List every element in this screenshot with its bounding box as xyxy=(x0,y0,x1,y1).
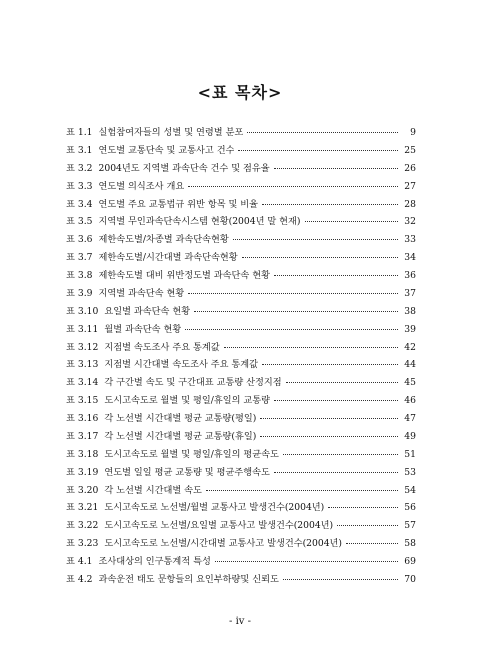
entry-label: 표 xyxy=(66,502,75,514)
table-of-tables-list xyxy=(66,124,416,589)
entry-number: 3.18 xyxy=(77,448,99,460)
dot-leader xyxy=(233,239,398,240)
entry-title: 연도별 일일 평균 교통량 및 평균주행속도 xyxy=(104,466,270,478)
entry-label: 표 xyxy=(66,252,75,264)
entry-page-number: 9 xyxy=(410,127,416,138)
toc-entry[interactable] xyxy=(66,392,416,410)
dot-leader xyxy=(238,150,398,151)
dot-leader xyxy=(224,347,398,348)
toc-entry[interactable] xyxy=(66,571,416,589)
toc-entry[interactable] xyxy=(66,267,416,285)
toc-entry[interactable] xyxy=(66,213,416,231)
dot-leader xyxy=(274,400,398,401)
toc-entry[interactable] xyxy=(66,446,416,464)
entry-title: 지점별 시간대별 속도조사 주요 통계값 xyxy=(104,359,259,371)
toc-entry[interactable] xyxy=(66,464,416,482)
entry-title: 연도별 교통단속 및 교통사고 건수 xyxy=(98,144,235,156)
entry-page-number: 27 xyxy=(404,180,416,192)
toc-entry[interactable] xyxy=(66,196,416,214)
entry-number: 3.3 xyxy=(77,180,93,192)
entry-label: 표 xyxy=(66,144,75,156)
entry-number: 3.20 xyxy=(77,484,99,496)
dot-leader xyxy=(215,561,398,562)
entry-page-number: 25 xyxy=(404,144,416,156)
toc-entry[interactable] xyxy=(66,303,416,321)
entry-label: 표 xyxy=(66,127,75,138)
dot-leader xyxy=(328,507,398,508)
entry-number: 3.16 xyxy=(77,413,99,424)
entry-page-number: 57 xyxy=(404,520,416,532)
dot-leader xyxy=(305,221,399,222)
entry-number: 3.9 xyxy=(77,287,93,299)
toc-entry[interactable] xyxy=(66,142,416,160)
entry-title: 제한속도별/차종별 과속단속현황 xyxy=(98,234,229,246)
page-title: <표 목차> xyxy=(197,83,283,102)
toc-entry[interactable] xyxy=(66,231,416,249)
entry-label: 표 xyxy=(66,448,75,460)
entry-title: 각 노선별 시간대별 평균 교통량(평일) xyxy=(104,413,257,424)
dot-leader xyxy=(286,382,398,383)
dot-leader xyxy=(185,329,398,330)
entry-title: 월별 과속단속 현황 xyxy=(104,323,182,335)
entry-title: 각 노선별 시간대별 평균 교통량(휴일) xyxy=(104,430,257,442)
entry-label: 표 xyxy=(66,180,75,192)
dot-leader xyxy=(274,168,398,169)
dot-leader xyxy=(274,275,398,276)
entry-page-number: 58 xyxy=(404,538,416,550)
entry-title: 제한속도별/시간대별 과속단속현황 xyxy=(98,252,238,264)
entry-title: 제한속도별 대비 위반정도별 과속단속 현황 xyxy=(98,270,270,281)
dot-leader xyxy=(337,525,398,526)
entry-label: 표 xyxy=(66,538,75,550)
entry-number: 3.19 xyxy=(77,466,99,478)
dot-leader xyxy=(247,132,398,133)
entry-title: 실험참여자들의 성별 및 연령별 분포 xyxy=(98,127,244,138)
entry-label: 표 xyxy=(66,573,75,585)
entry-page-number: 46 xyxy=(404,395,416,407)
entry-label: 표 xyxy=(66,377,75,389)
toc-entry[interactable] xyxy=(66,178,416,196)
entry-title: 도시고속도로 노선별/요일별 교통사고 발생건수(2004년) xyxy=(104,520,334,532)
entry-page-number: 38 xyxy=(404,305,416,317)
entry-title: 과속운전 태도 문항들의 요인부하량및 신뢰도 xyxy=(98,573,279,585)
toc-entry[interactable] xyxy=(66,517,416,535)
dot-leader xyxy=(262,204,398,205)
entry-page-number: 34 xyxy=(404,252,416,264)
entry-label: 표 xyxy=(66,395,75,407)
entry-number: 3.15 xyxy=(77,395,99,407)
toc-entry[interactable] xyxy=(66,535,416,553)
entry-title: 지점별 속도조사 주요 통계값 xyxy=(104,341,220,353)
dot-leader xyxy=(188,293,398,294)
entry-title: 도시고속도로 월별 및 평일/휴일의 교통량 xyxy=(104,395,271,407)
entry-number: 3.12 xyxy=(77,341,99,353)
entry-number: 3.14 xyxy=(77,377,99,389)
entry-number: 3.7 xyxy=(77,252,93,264)
entry-number: 3.8 xyxy=(77,270,93,281)
entry-page-number: 26 xyxy=(404,162,416,174)
entry-number: 3.17 xyxy=(77,430,99,442)
entry-label: 표 xyxy=(66,216,75,228)
entry-title: 지역별 과속단속 현황 xyxy=(98,287,185,299)
toc-entry[interactable] xyxy=(66,553,416,571)
entry-label: 표 xyxy=(66,341,75,353)
entry-page-number: 54 xyxy=(404,484,416,496)
entry-label: 표 xyxy=(66,413,75,424)
entry-page-number: 44 xyxy=(404,359,416,371)
entry-label: 표 xyxy=(66,466,75,478)
entry-number: 3.21 xyxy=(77,502,99,514)
entry-page-number: 49 xyxy=(404,430,416,442)
toc-entry[interactable] xyxy=(66,482,416,500)
entry-label: 표 xyxy=(66,287,75,299)
toc-entry[interactable] xyxy=(66,356,416,374)
entry-label: 표 xyxy=(66,484,75,496)
entry-number: 3.13 xyxy=(77,359,99,371)
toc-entry[interactable] xyxy=(66,321,416,339)
dot-leader xyxy=(262,364,398,365)
toc-entry[interactable] xyxy=(66,285,416,303)
entry-number: 1.1 xyxy=(77,127,93,138)
entry-number: 3.23 xyxy=(77,538,99,550)
entry-page-number: 69 xyxy=(404,556,416,567)
entry-page-number: 39 xyxy=(404,323,416,335)
entry-title: 2004년도 지역별 과속단속 건수 및 점유율 xyxy=(98,162,270,174)
dot-leader xyxy=(188,186,398,187)
entry-page-number: 28 xyxy=(404,198,416,210)
dot-leader xyxy=(260,418,398,419)
entry-title: 연도별 의식조사 개요 xyxy=(98,180,185,192)
dot-leader xyxy=(274,472,398,473)
entry-title: 지역별 무인과속단속시스템 현황(2004년 말 현재) xyxy=(98,216,301,228)
entry-page-number: 32 xyxy=(404,216,416,228)
entry-title: 조사대상의 인구통계적 특성 xyxy=(98,556,211,567)
entry-label: 표 xyxy=(66,556,75,567)
entry-page-number: 53 xyxy=(404,466,416,478)
entry-page-number: 42 xyxy=(404,341,416,353)
toc-entry[interactable] xyxy=(66,499,416,517)
entry-number: 4.2 xyxy=(77,573,93,585)
entry-number: 3.11 xyxy=(77,323,99,335)
toc-entry[interactable] xyxy=(66,160,416,178)
toc-entry[interactable] xyxy=(66,339,416,357)
entry-number: 3.6 xyxy=(77,234,93,246)
entry-page-number: 37 xyxy=(404,287,416,299)
entry-title: 도시고속도로 월별 및 평일/휴일의 평균속도 xyxy=(104,448,279,460)
dot-leader xyxy=(206,490,398,491)
entry-title: 연도별 주요 교통법규 위반 항목 및 비율 xyxy=(98,198,259,210)
toc-entry[interactable] xyxy=(66,249,416,267)
toc-entry[interactable] xyxy=(66,428,416,446)
dot-leader xyxy=(283,579,398,580)
toc-entry[interactable] xyxy=(66,124,416,142)
entry-title: 각 노선별 시간대별 속도 xyxy=(104,484,202,496)
entry-label: 표 xyxy=(66,270,75,281)
toc-entry[interactable] xyxy=(66,410,416,428)
entry-number: 3.22 xyxy=(77,520,99,532)
entry-number: 3.4 xyxy=(77,198,93,210)
dot-leader xyxy=(194,311,398,312)
page-footer-number: - iv - xyxy=(229,616,251,627)
entry-title: 각 구간별 속도 및 구간대표 교통량 산정지점 xyxy=(104,377,282,389)
entry-label: 표 xyxy=(66,323,75,335)
entry-number: 3.5 xyxy=(77,216,93,228)
dot-leader xyxy=(346,543,398,544)
dot-leader xyxy=(242,257,398,258)
entry-page-number: 56 xyxy=(404,502,416,514)
entry-label: 표 xyxy=(66,430,75,442)
entry-page-number: 36 xyxy=(404,270,416,281)
entry-label: 표 xyxy=(66,359,75,371)
entry-title: 요일별 과속단속 현황 xyxy=(104,305,191,317)
entry-label: 표 xyxy=(66,198,75,210)
toc-entry[interactable] xyxy=(66,374,416,392)
entry-page-number: 70 xyxy=(404,573,416,585)
entry-page-number: 51 xyxy=(404,448,416,460)
entry-number: 4.1 xyxy=(77,556,93,567)
entry-number: 3.2 xyxy=(77,162,93,174)
entry-label: 표 xyxy=(66,520,75,532)
entry-page-number: 33 xyxy=(404,234,416,246)
entry-number: 3.1 xyxy=(77,144,93,156)
entry-label: 표 xyxy=(66,305,75,317)
entry-number: 3.10 xyxy=(77,305,99,317)
entry-label: 표 xyxy=(66,234,75,246)
entry-title: 도시고속도로 노선별/시간대별 교통사고 발생건수(2004년) xyxy=(104,538,343,550)
dot-leader xyxy=(283,454,398,455)
entry-label: 표 xyxy=(66,162,75,174)
entry-title: 도시고속도로 노선별/월별 교통사고 발생건수(2004년) xyxy=(104,502,325,514)
entry-page-number: 47 xyxy=(404,413,416,424)
dot-leader xyxy=(260,436,398,437)
entry-page-number: 45 xyxy=(404,377,416,389)
